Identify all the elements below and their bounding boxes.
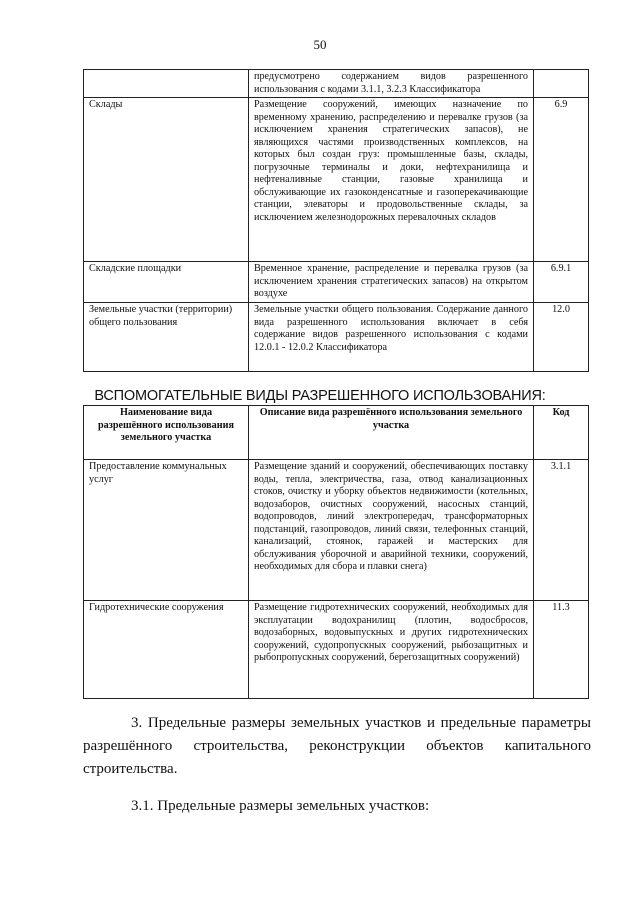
use-code-cell: 6.9.1 [534, 262, 589, 303]
table-row [84, 460, 589, 601]
use-name-cell: Складские площадки [84, 262, 249, 303]
use-name-cell: Земельные участки (территории) общего пользования [84, 303, 249, 372]
use-code-cell: 6.9 [534, 98, 589, 262]
use-description-cell: Размещение зданий и сооружений, обеспечивающих поставку воды, тепла, электричества, газа, отвод канализационных стоков, очистку и уборку объектов недвижимости (котельных, водозаборов, очистных сооружений, насосных станций, водопроводов, линий электропередач, трансформаторных подстанций, газопроводов, линий связи, телефонных станций, канализаций, стоянок, гаражей и мастерских для обслуживания уборочной и аварийной техники, сооружений, необходимых для сбора и плавки снега) [249, 460, 534, 601]
table-row [84, 98, 589, 262]
use-description-cell: предусмотрено содержанием видов разрешенного использования с кодами 3.1.1, 3.2.3 Классификатора [249, 70, 534, 98]
table-row [84, 70, 589, 98]
use-description-cell: Размещение гидротехнических сооружений, необходимых для эксплуатации водохранилищ (плотин, водосбросов, водозаборных, водовыпускных и других гидротехнических сооружений, судопропускных сооружений, рыбозащитных и рыбопропускных сооружений, берегозащитных сооружений) [249, 601, 534, 699]
use-name-cell: Предоставление коммунальных услуг [84, 460, 249, 601]
column-header-description: Описание вида разрешённого использования земельного участка [249, 406, 534, 460]
table-row [84, 601, 589, 699]
table-row [84, 303, 589, 372]
permitted-use-table [83, 69, 589, 372]
use-code-cell: 3.1.1 [534, 460, 589, 601]
use-name-cell: Гидротехнические сооружения [84, 601, 249, 699]
use-description-cell: Временное хранение, распределение и перевалка грузов (за исключением хранения стратегических запасов) на открытом воздухе [249, 262, 534, 303]
auxiliary-use-table [83, 405, 589, 699]
column-header-name: Наименование вида разрешённого использования земельного участка [84, 406, 249, 460]
page-number: 50 [313, 37, 327, 52]
use-code-cell: 11.3 [534, 601, 589, 699]
use-name-cell [84, 70, 249, 98]
column-header-code: Код [534, 406, 589, 460]
body-paragraph: 3. Предельные размеры земельных участков и предельные параметры разрешённого строительства, реконструкции объектов капитального строительства. [83, 715, 591, 777]
body-paragraph: 3.1. Предельные размеры земельных участков: [131, 798, 430, 814]
use-description-cell: Размещение сооружений, имеющих назначение по временному хранению, распределению и перевалке грузов (за исключением хранения стратегических запасов), не являющихся частями производственных комплексов, на которых был создан груз: промышленные базы, склады, погрузочные терминалы и доки, нефтехранилища и нефтеналивные станции, газовые хранилища и обслуживающие их газоконденсатные и газоперекачивающие станции, элеваторы и продовольственные склады, за исключением железнодорожных перевалочных складов [249, 98, 534, 262]
table-header-row [84, 406, 589, 460]
use-code-cell [534, 70, 589, 98]
section-heading: ВСПОМОГАТЕЛЬНЫЕ ВИДЫ РАЗРЕШЕННОГО ИСПОЛЬЗОВАНИЯ: [94, 388, 546, 404]
table-row [84, 262, 589, 303]
use-name-cell: Склады [84, 98, 249, 262]
use-code-cell: 12.0 [534, 303, 589, 372]
use-description-cell: Земельные участки общего пользования. Содержание данного вида разрешенного использования включает в себя содержание видов разрешенного использования с кодами 12.0.1 - 12.0.2 Классификатора [249, 303, 534, 372]
